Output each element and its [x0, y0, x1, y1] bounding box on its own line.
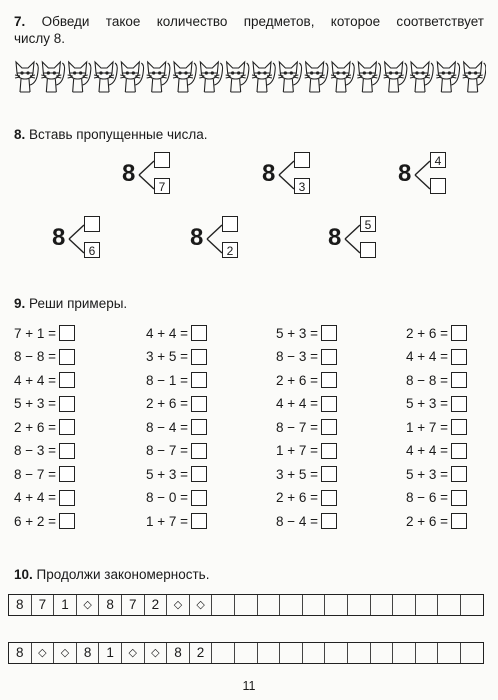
pattern-cell[interactable]: 8 — [9, 643, 32, 663]
pattern-cell[interactable]: 8 — [167, 643, 190, 663]
example-item — [146, 371, 207, 389]
example-item — [14, 395, 75, 413]
answer-box[interactable] — [59, 419, 75, 435]
answer-box[interactable] — [59, 325, 75, 341]
composition-bottom-box[interactable]: 2 — [222, 242, 238, 258]
example-item — [406, 442, 467, 460]
example-expression: 8 − 7 = — [276, 419, 319, 435]
example-expression: 2 + 6 = — [406, 513, 449, 529]
pattern-cell[interactable] — [371, 643, 394, 663]
answer-box[interactable] — [321, 443, 337, 459]
example-item — [14, 348, 75, 366]
answer-box[interactable] — [321, 513, 337, 529]
pattern-cell[interactable] — [303, 643, 326, 663]
cat-icon[interactable] — [226, 62, 249, 92]
answer-box[interactable] — [59, 396, 75, 412]
pattern-cell[interactable]: 1 — [99, 643, 122, 663]
cat-icon[interactable] — [463, 62, 486, 92]
answer-box[interactable] — [451, 443, 467, 459]
cat-icon[interactable] — [15, 62, 38, 92]
example-expression: 2 + 6 = — [276, 490, 319, 505]
task-7-line2: числу 8. — [14, 31, 65, 46]
pattern-cell[interactable]: 2 — [145, 595, 168, 615]
answer-box[interactable] — [191, 466, 207, 482]
composition-top-box[interactable]: 4 — [430, 152, 446, 168]
answer-box[interactable] — [321, 349, 337, 365]
example-expression: 4 + 4 = — [406, 443, 449, 458]
pattern-cell[interactable]: ◇ — [54, 643, 77, 663]
pattern-cell[interactable]: ◇ — [145, 643, 168, 663]
pattern-cell[interactable]: 8 — [9, 595, 32, 615]
cat-icon[interactable] — [252, 62, 275, 92]
pattern-cell[interactable] — [258, 643, 281, 663]
example-item — [146, 442, 207, 460]
pattern-cell[interactable] — [280, 595, 303, 615]
composition-whole: 8 — [328, 224, 342, 251]
cat-icon[interactable] — [147, 62, 170, 92]
answer-box[interactable] — [59, 443, 75, 459]
pattern-cell[interactable]: ◇ — [77, 595, 100, 615]
example-item — [406, 324, 467, 342]
pattern-cell[interactable] — [325, 643, 348, 663]
example-item — [146, 418, 207, 436]
answer-box[interactable] — [191, 372, 207, 388]
answer-box[interactable] — [321, 466, 337, 482]
pattern-cell[interactable]: 7 — [122, 595, 145, 615]
example-expression: 4 + 4 = — [406, 349, 449, 364]
pattern-cell[interactable] — [371, 595, 394, 615]
pattern-cell[interactable] — [235, 595, 258, 615]
example-item — [276, 442, 337, 460]
example-item — [146, 395, 207, 413]
cat-icon[interactable] — [199, 62, 222, 92]
pattern-cell[interactable] — [258, 595, 281, 615]
example-item — [14, 324, 75, 342]
example-expression: 7 + 1 = — [14, 325, 57, 341]
pattern-row-2 — [8, 642, 484, 664]
example-expression: 3 + 5 = — [146, 349, 189, 364]
example-expression: 2 + 6 = — [406, 325, 449, 341]
cat-icon[interactable] — [278, 62, 301, 92]
answer-box[interactable] — [191, 513, 207, 529]
example-item — [406, 395, 467, 413]
example-item — [14, 465, 75, 483]
example-expression: 2 + 6 = — [14, 419, 57, 435]
composition-top-box[interactable]: 5 — [360, 216, 376, 232]
example-expression: 4 + 4 = — [14, 372, 57, 388]
task-10-number: 10. — [14, 567, 33, 582]
cat-icon[interactable] — [305, 62, 328, 92]
example-item — [276, 371, 337, 389]
cat-icon[interactable] — [410, 62, 433, 92]
task-9-number: 9. — [14, 296, 26, 311]
composition-top-box[interactable] — [84, 216, 100, 232]
answer-box[interactable] — [191, 396, 207, 412]
pattern-cell[interactable] — [348, 643, 371, 663]
example-expression: 8 − 8 = — [406, 372, 449, 388]
example-expression: 4 + 4 = — [276, 396, 319, 411]
answer-box[interactable] — [321, 490, 337, 506]
pattern-cell[interactable] — [416, 595, 439, 615]
example-item — [276, 395, 337, 413]
composition-bottom-box[interactable]: 7 — [154, 178, 170, 194]
pattern-cell[interactable] — [212, 595, 235, 615]
pattern-row-1 — [8, 594, 484, 616]
pattern-cell[interactable] — [348, 595, 371, 615]
pattern-cell[interactable] — [303, 595, 326, 615]
pattern-cell[interactable]: 1 — [54, 595, 77, 615]
example-expression: 8 − 1 = — [146, 372, 189, 388]
answer-box[interactable] — [451, 349, 467, 365]
example-item — [406, 489, 467, 507]
example-item — [14, 371, 75, 389]
cat-icon[interactable] — [120, 62, 143, 92]
composition-whole: 8 — [52, 224, 66, 251]
example-item — [276, 465, 337, 483]
example-item — [14, 418, 75, 436]
example-expression: 2 + 6 = — [276, 372, 319, 388]
pattern-cell[interactable]: ◇ — [167, 595, 190, 615]
answer-box[interactable] — [321, 419, 337, 435]
answer-box[interactable] — [321, 396, 337, 412]
task-7-number: 7. — [14, 14, 26, 29]
pattern-cell[interactable]: 8 — [77, 643, 100, 663]
example-expression: 8 − 7 = — [146, 443, 189, 458]
example-item — [406, 512, 467, 530]
cat-icon[interactable] — [357, 62, 380, 92]
example-item — [276, 324, 337, 342]
example-item — [146, 348, 207, 366]
pattern-cell[interactable]: ◇ — [32, 643, 55, 663]
answer-box[interactable] — [191, 490, 207, 506]
example-item — [406, 418, 467, 436]
example-expression: 8 − 4 = — [276, 513, 319, 529]
example-item — [146, 512, 207, 530]
answer-box[interactable] — [451, 466, 467, 482]
example-item — [276, 489, 337, 507]
number-composition — [52, 216, 122, 266]
example-expression: 4 + 4 = — [146, 325, 189, 341]
page-number: 11 — [242, 679, 256, 693]
number-composition — [190, 216, 260, 266]
pattern-cell[interactable] — [235, 643, 258, 663]
answer-box[interactable] — [321, 372, 337, 388]
cat-icon[interactable] — [436, 62, 459, 92]
answer-box[interactable] — [59, 349, 75, 365]
number-composition — [122, 152, 192, 202]
example-expression: 5 + 3 = — [406, 466, 449, 482]
pattern-cell[interactable]: 2 — [190, 643, 213, 663]
pattern-cell[interactable]: 8 — [99, 595, 122, 615]
cat-icon[interactable] — [94, 62, 117, 92]
example-expression: 8 − 4 = — [146, 419, 189, 435]
example-expression: 4 + 4 = — [14, 490, 57, 505]
task-9-text: Реши примеры. — [29, 296, 128, 311]
answer-box[interactable] — [191, 419, 207, 435]
example-expression: 8 − 8 = — [14, 349, 57, 364]
example-item — [276, 348, 337, 366]
answer-box[interactable] — [59, 372, 75, 388]
example-item — [146, 324, 207, 342]
composition-bottom-box[interactable] — [360, 242, 376, 258]
number-composition — [262, 152, 332, 202]
example-item — [14, 442, 75, 460]
task-7-line1: Обведи такое количество предметов, которое соответствует — [41, 14, 484, 29]
cat-icon[interactable] — [331, 62, 354, 92]
example-item — [146, 465, 207, 483]
pattern-cell[interactable] — [438, 595, 461, 615]
answer-box[interactable] — [451, 372, 467, 388]
task-7 — [14, 13, 484, 47]
pattern-cell[interactable]: ◇ — [190, 595, 213, 615]
cats-row — [12, 57, 486, 95]
pattern-cell[interactable] — [325, 595, 348, 615]
example-expression: 1 + 7 = — [146, 513, 189, 529]
cat-icon[interactable] — [68, 62, 91, 92]
answer-box[interactable] — [451, 419, 467, 435]
number-composition — [398, 152, 468, 202]
cat-icon[interactable] — [41, 62, 64, 92]
pattern-cell[interactable] — [212, 643, 235, 663]
answer-box[interactable] — [191, 325, 207, 341]
answer-box[interactable] — [59, 490, 75, 506]
pattern-cell[interactable] — [393, 643, 416, 663]
pattern-cell[interactable] — [393, 595, 416, 615]
example-item — [406, 348, 467, 366]
example-expression: 5 + 3 = — [406, 396, 449, 411]
answer-box[interactable] — [451, 490, 467, 506]
pattern-cell[interactable] — [461, 643, 484, 663]
task-10 — [14, 566, 209, 583]
example-expression: 1 + 7 = — [276, 443, 319, 458]
example-item — [146, 489, 207, 507]
pattern-cell[interactable]: ◇ — [122, 643, 145, 663]
composition-top-box[interactable] — [154, 152, 170, 168]
answer-box[interactable] — [191, 349, 207, 365]
answer-box[interactable] — [451, 325, 467, 341]
answer-box[interactable] — [451, 513, 467, 529]
pattern-cell[interactable] — [461, 595, 484, 615]
composition-top-box[interactable] — [222, 216, 238, 232]
task-8-number: 8. — [14, 127, 26, 142]
example-expression: 5 + 3 = — [14, 396, 57, 411]
example-expression: 6 + 2 = — [14, 513, 57, 529]
example-item — [276, 418, 337, 436]
composition-whole: 8 — [398, 160, 412, 187]
cat-icon[interactable] — [384, 62, 407, 92]
example-expression: 1 + 7 = — [406, 419, 449, 435]
pattern-cell[interactable] — [438, 643, 461, 663]
example-item — [14, 489, 75, 507]
answer-box[interactable] — [321, 325, 337, 341]
task-9 — [14, 295, 127, 312]
answer-box[interactable] — [451, 396, 467, 412]
answer-box[interactable] — [59, 513, 75, 529]
number-composition — [328, 216, 398, 266]
composition-bottom-box[interactable]: 3 — [294, 178, 310, 194]
example-expression: 5 + 3 = — [146, 466, 189, 482]
pattern-cell[interactable] — [280, 643, 303, 663]
answer-box[interactable] — [59, 466, 75, 482]
composition-whole: 8 — [262, 160, 276, 187]
composition-bottom-box[interactable]: 6 — [84, 242, 100, 258]
example-expression: 2 + 6 = — [146, 396, 189, 411]
example-expression: 8 − 0 = — [146, 490, 189, 505]
example-item — [406, 465, 467, 483]
task-8 — [14, 126, 207, 143]
example-expression: 8 − 6 = — [406, 490, 449, 505]
example-expression: 5 + 3 = — [276, 325, 319, 341]
example-expression: 3 + 5 = — [276, 466, 319, 482]
example-item — [276, 512, 337, 530]
example-expression: 8 − 7 = — [14, 466, 57, 482]
example-item — [14, 512, 75, 530]
composition-whole: 8 — [122, 160, 136, 187]
pattern-cell[interactable] — [416, 643, 439, 663]
cat-icon[interactable] — [173, 62, 196, 92]
composition-top-box[interactable] — [294, 152, 310, 168]
example-item — [406, 371, 467, 389]
composition-whole: 8 — [190, 224, 204, 251]
pattern-cell[interactable]: 7 — [32, 595, 55, 615]
task-10-text: Продолжи закономерность. — [36, 567, 210, 582]
example-expression: 8 − 3 = — [14, 443, 57, 458]
task-8-text: Вставь пропущенные числа. — [29, 127, 208, 142]
composition-bottom-box[interactable] — [430, 178, 446, 194]
answer-box[interactable] — [191, 443, 207, 459]
example-expression: 8 − 3 = — [276, 349, 319, 364]
